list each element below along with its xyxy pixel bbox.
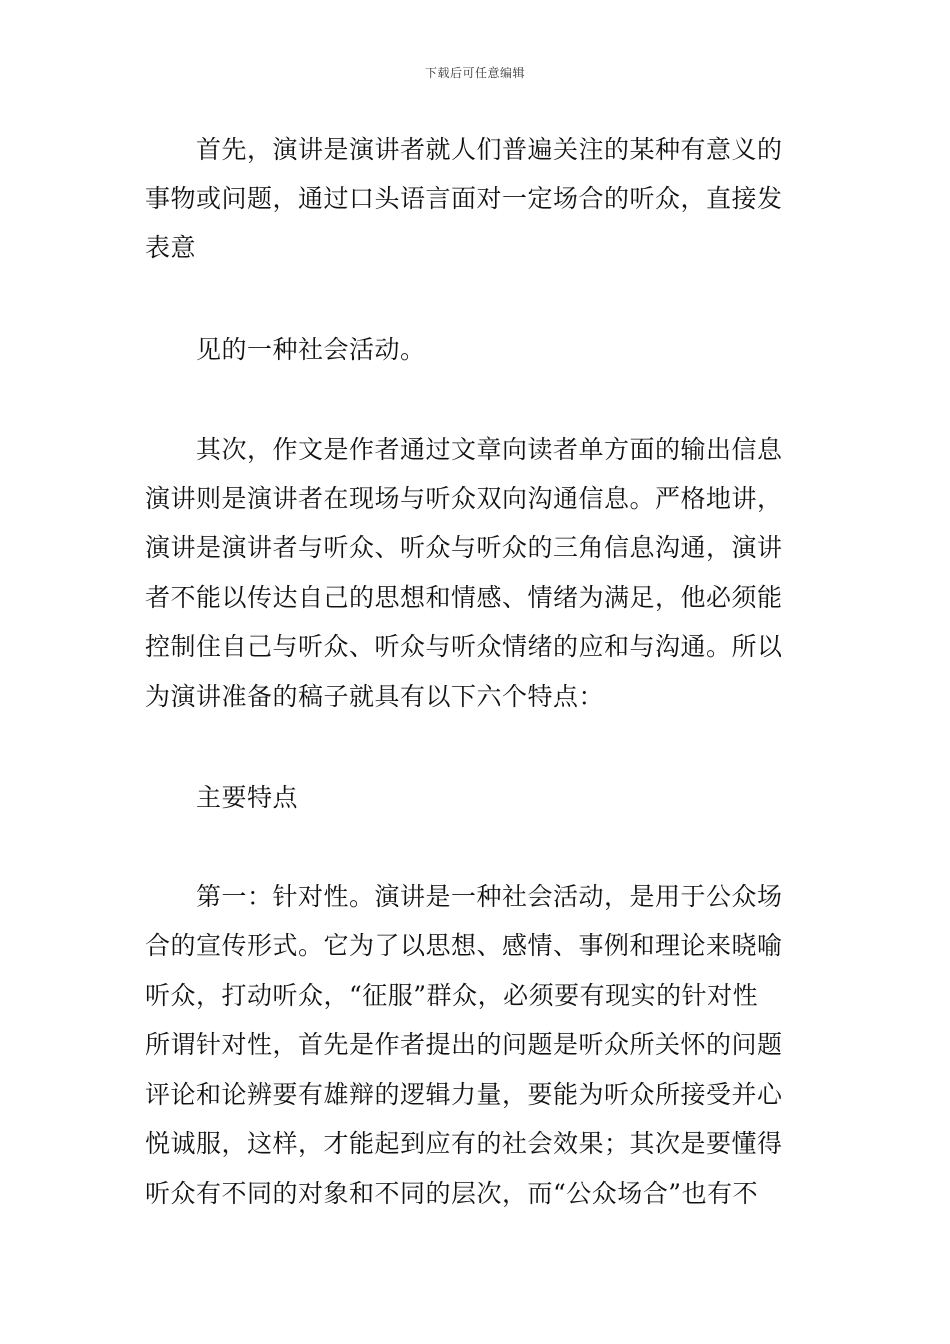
paragraph-5-line-2: 合的宣传形式。它为了以思想、感情、事例和理论来晓喻 xyxy=(145,931,783,960)
header-note: 下载后可任意编辑 xyxy=(424,66,525,80)
paragraph-3-line-5: 控制住自己与听众、听众与听众情绪的应和与沟通。所以 xyxy=(145,632,783,661)
paragraph-3-line-2: 演讲则是演讲者在现场与听众双向沟通信息。严格地讲， xyxy=(145,484,783,513)
paragraph-5-line-5: 评论和论辨要有雄辩的逻辑力量，要能为听众所接受并心 xyxy=(145,1080,783,1109)
paragraph-3-line-1: 其次，作文是作者通过文章向读者单方面的输出信息 xyxy=(196,435,783,464)
paragraph-5-line-4: 所谓针对性，首先是作者提出的问题是听众所关怀的问题 xyxy=(145,1030,783,1059)
paragraph-5-line-3: 听众，打动听众，“征服”群众，必须要有现实的针对性 xyxy=(145,981,759,1010)
paragraph-1-line-3: 表意 xyxy=(145,233,197,262)
paragraph-3-line-6: 为演讲准备的稿子就具有以下六个特点： xyxy=(145,682,605,711)
paragraph-3-line-4: 者不能以传达自己的思想和情感、情绪为满足，他必须能 xyxy=(145,583,783,612)
paragraph-5-line-1: 第一：针对性。演讲是一种社会活动，是用于公众场 xyxy=(196,882,783,911)
paragraph-3-line-3: 演讲是演讲者与听众、听众与听众的三角信息沟通，演讲 xyxy=(145,533,783,562)
paragraph-5-line-7: 听众有不同的对象和不同的层次，而“公众场合”也有不 xyxy=(145,1179,759,1208)
paragraph-5-line-6: 悦诚服，这样，才能起到应有的社会效果；其次是要懂得 xyxy=(145,1129,783,1158)
paragraph-1-line-1: 首先，演讲是演讲者就人们普遍关注的某种有意义的 xyxy=(196,135,783,164)
paragraph-1-line-2: 事物或问题，通过口头语言面对一定场合的听众，直接发 xyxy=(145,184,783,213)
section-heading: 主要特点 xyxy=(196,783,299,812)
paragraph-2-line-1: 见的一种社会活动。 xyxy=(196,335,426,364)
